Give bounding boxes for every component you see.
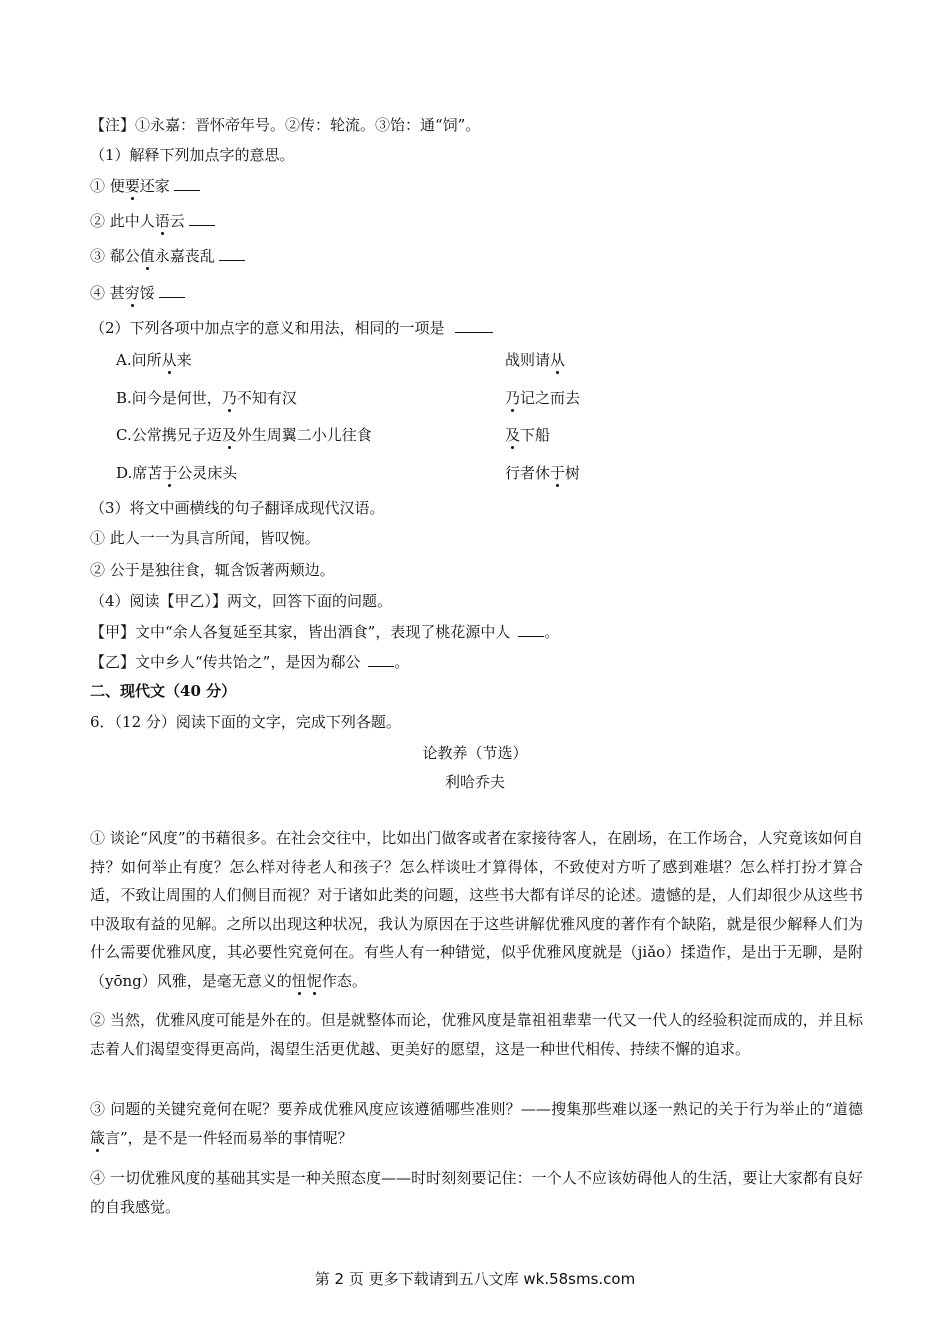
- option-b-right: 乃记之而去: [505, 389, 581, 407]
- paragraph-2: ② 当然，优雅风度可能是外在的。但是就整体而论，优雅风度是靠祖祖辈辈一代又一代人的经验积淀而成的，并且标志着人们渴望变得更高尚，渴望生活更优越、更美好的愿望，这是一种世代相传、持续不懈的追求。: [90, 1011, 863, 1058]
- sub1-item-2: ② 此中人语云: [90, 211, 215, 231]
- sub4-jia: 【甲】文中“余人各复延至其家，皆出酒食”，表现了桃花源中人 。: [90, 623, 560, 641]
- sub1-title: （1）解释下列加点字的意思。: [90, 146, 295, 164]
- sub1-item-4: ④ 甚穷馁: [90, 283, 185, 303]
- sub2-title: （2）下列各项中加点字的意义和用法，相同的一项是: [90, 318, 493, 338]
- option-a-left: A.问所从来: [116, 351, 192, 369]
- option-b-left: B.问今是何世，乃不知有汉: [116, 389, 297, 407]
- sub3-item-1: ① 此人一一为具言所闻，皆叹惋。: [90, 529, 320, 547]
- option-d-right: 行者休于树: [505, 464, 581, 482]
- article-title: 论教养（节选）: [422, 744, 528, 762]
- option-c-right: 及下船: [505, 426, 551, 444]
- page-footer: 第 2 页 更多下载请到五八文库 wk.58sms.com: [314, 1270, 636, 1288]
- note-line: 【注】①永嘉：晋怀帝年号。②传：轮流。③饴：通“饲”。: [90, 116, 481, 134]
- sub3-title: （3）将文中画横线的句子翻译成现代汉语。: [90, 499, 385, 517]
- paragraph-4: ④ 一切优雅风度的基础其实是一种关照态度——时时刻刻要记住：一个人不应该妨碍他人的生活，要让大家都有良好的自我感觉。: [90, 1169, 863, 1216]
- article-author: 利哈乔夫: [444, 773, 505, 791]
- sub3-item-2: ② 公于是独往食，辄含饭著两颊边。: [90, 561, 335, 579]
- sub1-item-3: ③ 郗公值永嘉丧乱: [90, 246, 245, 266]
- q6-intro: 6．（12 分）阅读下面的文字，完成下列各题。: [90, 713, 401, 731]
- sub4-yi: 【乙】文中乡人“传共饴之”，是因为郗公 。: [90, 653, 410, 671]
- section-heading: 二、现代文（40 分）: [90, 682, 237, 700]
- option-d-left: D.席苫于公灵床头: [116, 464, 238, 482]
- paragraph-3: ③ 问题的关键究竟何在呢？要养成优雅风度应该遵循哪些准则？——搜集那些难以逐一熟记的关于行为举止的“道德箴言”，是不是一件轻而易举的事情呢？: [90, 1100, 863, 1147]
- sub1-item-1: ① 便要还家: [90, 176, 200, 196]
- sub4-title: （4）阅读【甲乙）】两文，回答下面的问题。: [90, 592, 393, 610]
- option-a-right: 战则请从: [505, 351, 566, 369]
- option-c-left: C.公常携兄子迈及外生周翼二小儿往食: [116, 426, 372, 444]
- paragraph-1: ① 谈论“风度”的书藉很多。在社会交往中，比如出门做客或者在家接待客人，在剧场，在工作场合，人究竟该如何自持？如何举止有度？怎么样对待老人和孩子？怎么样谈吐才算得体，不致使对方听了感到难堪？怎么样打扮才算合适，不致让周围的人们侧目而视？对于诸如此类的问题，这些书大都有详尽的论述。遗憾的是，人们却很少从这些书中汲取有益的见解。之所以出现这种状况，我认为原因在于这些讲解优雅风度的著作有个缺陷，就是很少解释人们为什么需要优雅风度，其必要性究竟何在。有些人有一种错觉，似乎优雅风度就是（jiǎo）揉造作，是出于无聊，是附（yōng）风雅，是毫无意义的忸怩作态。: [90, 829, 863, 990]
